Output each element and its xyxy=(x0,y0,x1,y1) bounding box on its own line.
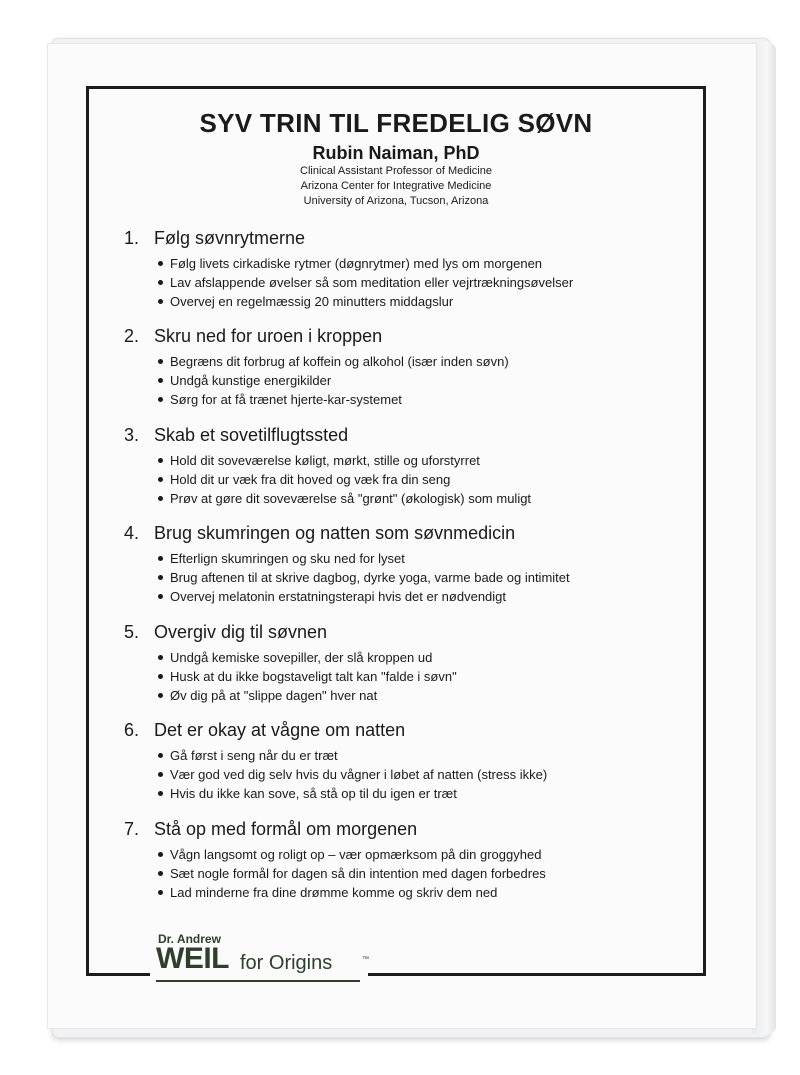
bullet-item: Vær god ved dig selv hvis du vågner i løbet af natten (stress ikke) xyxy=(154,765,684,784)
bullet-item: Undgå kunstige energikilder xyxy=(154,371,684,390)
step-title: Overgiv dig til søvnen xyxy=(154,622,328,642)
step-number: 1. xyxy=(124,228,140,248)
logo-brand: WEIL xyxy=(156,942,229,975)
step-bullets xyxy=(124,254,684,311)
step-number: 7. xyxy=(124,819,140,839)
step-heading xyxy=(124,523,684,547)
logo-underline xyxy=(156,980,360,982)
step-bullets xyxy=(124,845,684,902)
step-number: 3. xyxy=(124,425,140,445)
bullet-item: Hold dit ur væk fra dit hoved og væk fra din seng xyxy=(154,470,684,489)
step-title: Skab et sovetilflugtssted xyxy=(154,425,349,445)
bullet-item: Brug aftenen til at skrive dagbog, dyrke yoga, varme bade og intimitet xyxy=(154,568,684,587)
step-item xyxy=(124,425,684,508)
document-title: SYV TRIN TIL FREDELIG SØVN xyxy=(199,108,593,138)
step-number: 6. xyxy=(124,720,140,740)
bullet-item: Hvis du ikke kan sove, så stå op til du igen er træt xyxy=(154,784,684,803)
step-item xyxy=(124,326,684,409)
step-item xyxy=(124,622,684,705)
bullet-item: Lav afslappende øvelser så som meditation eller vejrtrækningsøvelser xyxy=(154,273,684,292)
step-item xyxy=(124,720,684,803)
step-bullets xyxy=(124,451,684,508)
bullet-item: Overvej melatonin erstatningsterapi hvis det er nødvendigt xyxy=(154,587,684,606)
bullet-item: Husk at du ikke bogstaveligt talt kan "falde i søvn" xyxy=(154,667,684,686)
affiliation-line: University of Arizona, Tucson, Arizona xyxy=(303,195,489,207)
bullet-item: Prøv at gøre dit soveværelse så "grønt" (økologisk) som muligt xyxy=(154,489,684,508)
bullet-item: Følg livets cirkadiske rytmer (døgnrytmer) med lys om morgenen xyxy=(154,254,684,273)
bullet-item: Undgå kemiske sovepiller, der slå kroppen ud xyxy=(154,648,684,667)
bullet-item: Begræns dit forbrug af koffein og alkohol (især inden søvn) xyxy=(154,352,684,371)
step-title: Det er okay at vågne om natten xyxy=(154,720,406,740)
document-header xyxy=(86,108,706,209)
step-bullets xyxy=(124,549,684,606)
step-title: Brug skumringen og natten som søvnmedicin xyxy=(154,523,516,543)
bullet-item: Sørg for at få trænet hjerte-kar-systemet xyxy=(154,390,684,409)
bullet-item: Øv dig på at "slippe dagen" hver nat xyxy=(154,686,684,705)
step-heading xyxy=(124,720,684,744)
step-heading xyxy=(124,326,684,350)
logo-suffix: for Origins xyxy=(240,952,333,974)
bullet-item: Overvej en regelmæssig 20 minutters middagslur xyxy=(154,292,684,311)
step-bullets xyxy=(124,352,684,409)
affiliation-line: Clinical Assistant Professor of Medicine xyxy=(300,165,492,177)
step-bullets xyxy=(124,746,684,803)
step-title: Stå op med formål om morgenen xyxy=(154,819,418,839)
step-heading xyxy=(124,622,684,646)
author-name: Rubin Naiman, PhD xyxy=(312,143,480,163)
logo-trademark: ™ xyxy=(362,956,369,963)
affiliation-line: Arizona Center for Integrative Medicine xyxy=(300,180,492,192)
step-heading xyxy=(124,819,684,843)
step-title: Følg søvnrytmerne xyxy=(154,228,306,248)
bullet-item: Gå først i seng når du er træt xyxy=(154,746,684,765)
step-item xyxy=(124,819,684,902)
step-bullets xyxy=(124,648,684,705)
bullet-item: Hold dit soveværelse køligt, mørkt, stille og uforstyrret xyxy=(154,451,684,470)
step-heading xyxy=(124,425,684,449)
bullet-item: Efterlign skumringen og sku ned for lyset xyxy=(154,549,684,568)
bullet-item: Lad minderne fra dine drømme komme og skriv dem ned xyxy=(154,883,684,902)
weil-origins-logo xyxy=(156,930,386,990)
logo-line1: Dr. Andrew xyxy=(158,932,221,946)
step-heading xyxy=(124,228,684,252)
step-item xyxy=(124,228,684,311)
step-number: 4. xyxy=(124,523,140,543)
bullet-item: Vågn langsomt og roligt op – vær opmærksom på din groggyhed xyxy=(154,845,684,864)
step-title: Skru ned for uroen i kroppen xyxy=(154,326,383,346)
step-item xyxy=(124,523,684,606)
bullet-item: Sæt nogle formål for dagen så din intention med dagen forbedres xyxy=(154,864,684,883)
step-number: 5. xyxy=(124,622,140,642)
step-number: 2. xyxy=(124,326,140,346)
